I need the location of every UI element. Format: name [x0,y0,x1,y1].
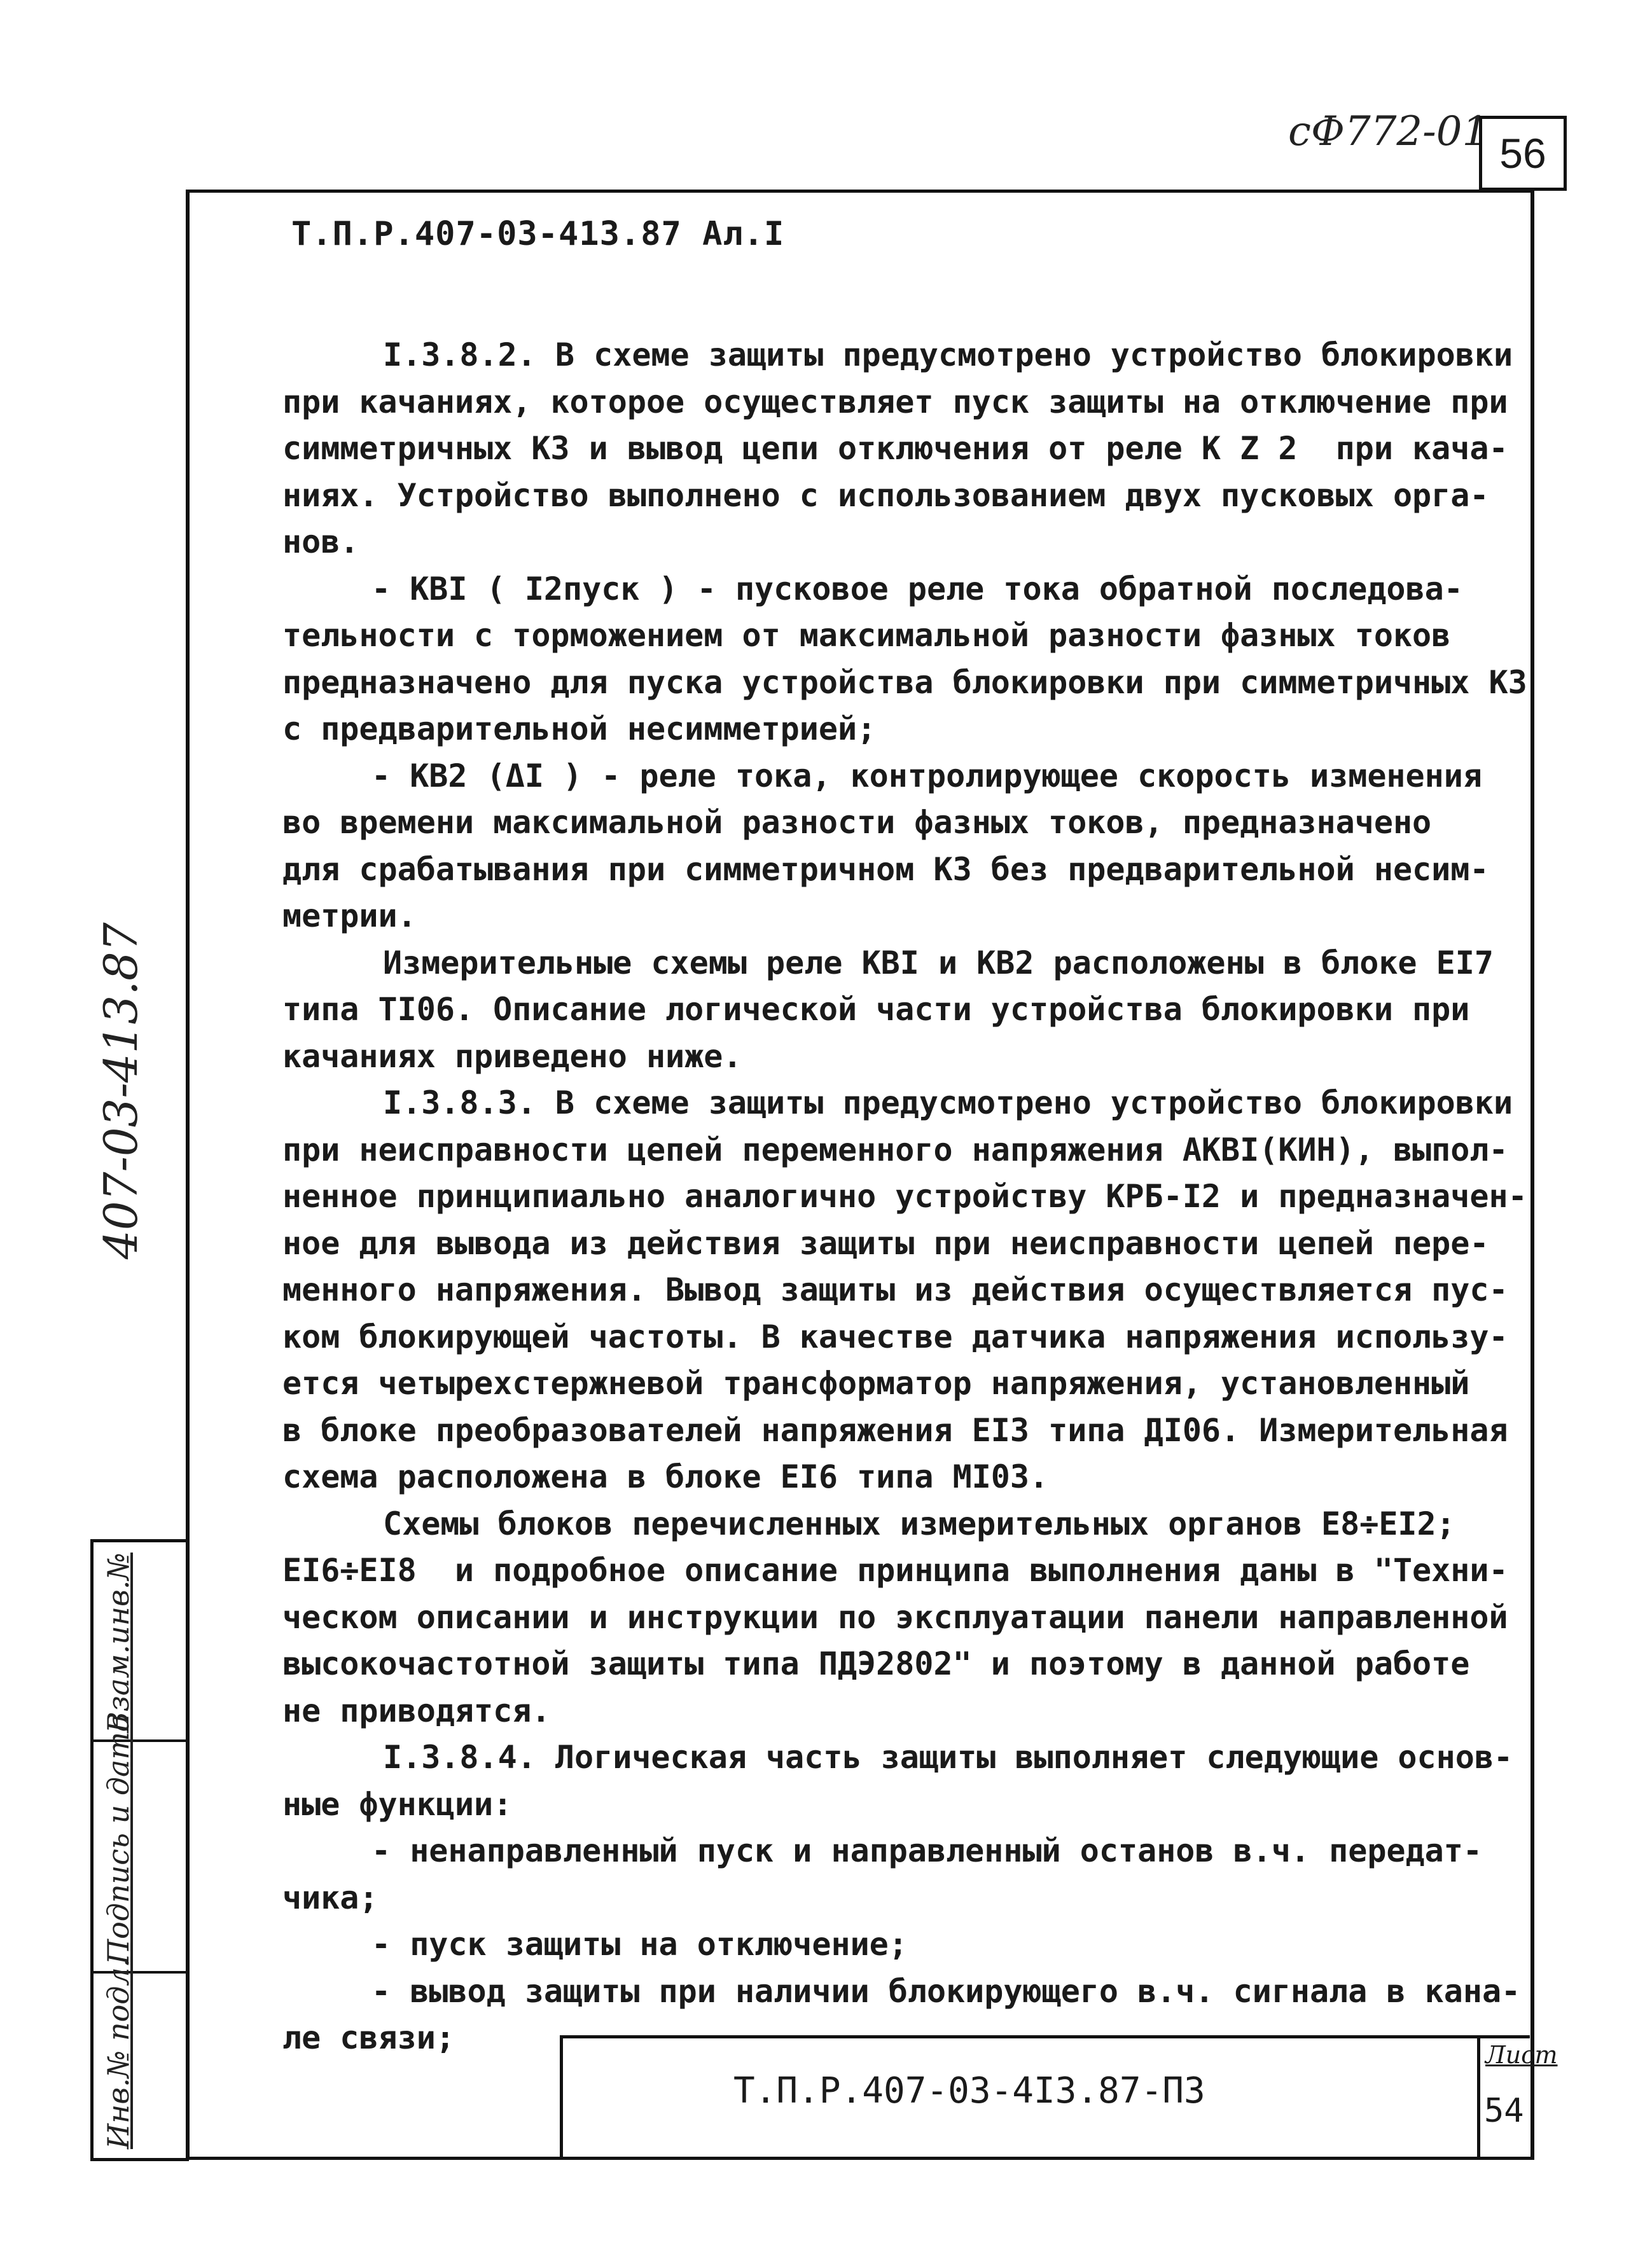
body-line: I.3.8.2. В схеме защиты предусмотрено устройство блокировки [383,336,1513,373]
vertical-document-code: 407-03-413.87 [94,922,148,1259]
margin-note: сФ772-01 [1288,108,1489,155]
strip-label-inventory: Инв.№ подл. [101,1958,135,2149]
body-line: I.3.8.3. В схеме защиты предусмотрено устройство блокировки [383,1084,1513,1121]
body-line: ком блокирующей частоты. В качестве датчика напряжения использу- [282,1318,1508,1355]
body-line: ненное принципиально аналогично устройству КРБ-I2 и предназначен- [282,1178,1527,1215]
title-block [560,2035,1558,2158]
body-line: в блоке преобразователей напряжения ЕI3 типа ДI06. Измерительная [282,1411,1508,1449]
body-line: предназначено для пуска устройства блокировки при симметричных КЗ [282,663,1527,701]
body-line: схема расположена в блоке ЕI6 типа МI03. [282,1458,1049,1495]
body-line: симметричных КЗ и вывод цепи отключения от реле К Z 2 при кача- [282,430,1508,467]
body-line: типа ТI06. Описание логической части устройства блокировки при [282,991,1470,1028]
sheet-box [1477,2038,1558,2158]
body-line: высокочастотной защиты типа ПДЭ2802" и поэтому в данной работе [282,1645,1470,1682]
sheet-label: Лист [1485,2041,1558,2069]
strip-cell-signature [94,1714,189,1974]
body-line: ческом описании и инструкции по эксплуатации панели направленной [282,1598,1508,1636]
body-line: с предварительной несимметрией; [282,710,877,747]
strip-cell-inventory [94,1958,189,2155]
body-line: Схемы блоков перечисленных измерительных органов Е8÷ЕI2; [383,1505,1455,1542]
page-number-box: 56 [1479,116,1567,191]
body-line: во времени максимальной разности фазных токов, предназначено [282,804,1432,841]
body-line: I.3.8.4. Логическая часть защиты выполняет следующие основ- [383,1739,1513,1776]
body-line: - пуск защиты на отключение; [371,1926,908,1963]
strip-cell-replacement [94,1542,189,1742]
body-line: качаниях приведено ниже. [282,1037,742,1075]
body-line: не приводятся. [282,1692,551,1729]
body-line: при неисправности цепей переменного напряжения АКВI(КИН), выпол- [282,1131,1508,1168]
body-line: для срабатывания при симметричном КЗ без предварительной несим- [282,850,1489,888]
side-stamp-strip [90,1539,189,2161]
body-line: метрии. [282,897,417,934]
body-line: менного напряжения. Вывод защиты из действия осуществляется пус- [282,1271,1508,1308]
body-line: нов. [282,523,359,560]
body-line: ное для вывода из действия защиты при неисправности цепей пере- [282,1224,1489,1262]
body-line: ЕI6÷ЕI8 и подробное описание принципа выполнения даны в "Техни- [282,1552,1508,1589]
body-line: ле связи; [282,2019,455,2056]
body-line: - вывод защиты при наличии блокирующего в.ч. сигнала в кана- [371,1972,1521,2010]
body-text [282,332,1527,2062]
strip-label-signature: Подпись и дата [101,1714,135,1965]
body-line: при качаниях, которое осуществляет пуск защиты на отключение при [282,383,1508,420]
title-block-code: Т.П.Р.407-03-4I3.87-ПЗ [733,2070,1205,2112]
body-line: ется четырехстержневой трансформатор напряжения, установленный [282,1365,1470,1402]
body-line: ные функции: [282,1785,513,1823]
body-line: тельности с торможением от максимальной разности фазных токов [282,617,1451,654]
body-line: ниях. Устройство выполнено с использованием двух пусковых орга- [282,476,1489,514]
strip-label-replacement: Взам.инв.№ [101,1552,135,1733]
body-line: чика; [282,1879,378,1916]
body-line: - ненаправленный пуск и направленный останов в.ч. передат- [371,1832,1482,1869]
document-header: Т.П.Р.407-03-413.87 Ал.I [291,215,785,253]
sheet-number: 54 [1484,2092,1524,2130]
body-line: - КВ2 (ΔI ) - реле тока, контролирующее скорость изменения [371,757,1482,794]
body-line: Измерительные схемы реле КВI и КВ2 расположены в блоке EI7 [383,944,1494,981]
body-line: - КВI ( I2пуск ) - пусковое реле тока обратной последова- [371,570,1463,607]
